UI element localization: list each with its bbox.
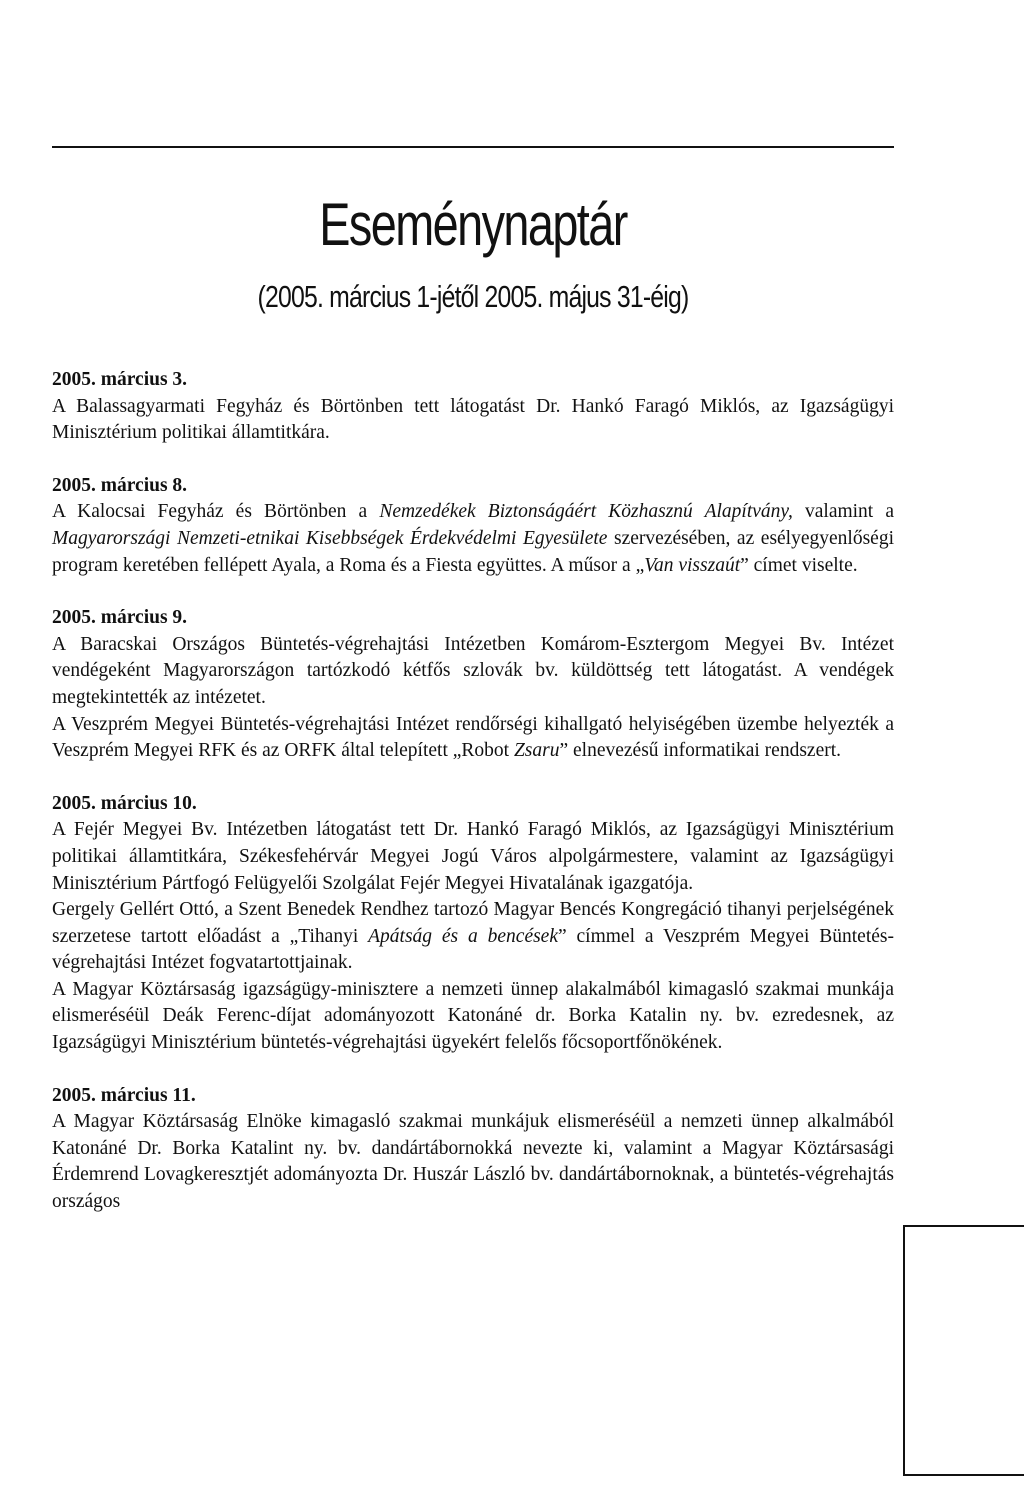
event-date: 2005. március 8. xyxy=(52,474,188,496)
event-list xyxy=(52,367,894,1242)
margin-box xyxy=(903,1225,1024,1476)
page-subtitle: (2005. március 1-jétől 2005. május 31-éig) xyxy=(257,279,689,314)
event-date: 2005. március 10. xyxy=(52,792,197,814)
event-date: 2005. március 3. xyxy=(52,369,188,390)
text-run: A Kalocsai Fegyház és Börtönben a xyxy=(52,501,380,523)
event-entry xyxy=(52,367,894,447)
italic-text: Nemzedékek Biztonságáért Közhasznú Alapítvány, xyxy=(379,501,793,523)
event-entry xyxy=(52,1083,894,1216)
event-paragraph xyxy=(52,712,894,765)
italic-text: Magyarországi Nemzeti-etnikai Kisebbségek Érdekvédelmi Egyesülete xyxy=(52,527,608,549)
top-rule xyxy=(52,146,894,148)
event-paragraph xyxy=(52,394,894,447)
event-paragraph xyxy=(52,499,894,579)
italic-text: Apátság és a bencések xyxy=(368,925,558,947)
text-run: A Baracskai Országos Büntetés-végrehajtási Intézetben Komárom-Esztergom Megyei Bv. Intézet vendégeként Magyarországon tartózkodó kétfős szlovák bv. küldöttség tett látogatást. A vendégek megtekintették az intézetet. xyxy=(52,633,894,708)
event-entry xyxy=(52,791,894,1057)
event-paragraph xyxy=(52,632,894,712)
text-run: A Veszprém Megyei Büntetés-végrehajtási Intézet rendőrségi kihallgató helyiségében üzembe helyezték a Veszprém Megyei RFK és az ORFK által telepített „Robot xyxy=(52,713,894,762)
event-paragraph xyxy=(52,1109,894,1215)
text-run: A Magyar Köztársaság igazságügy-minisztere a nemzeti ünnep alakalmából kimagasló szakmai munkája elismeréséül Deák Ferenc-díjat adományozott Katonáné dr. Borka Katalin ny. bv. ezredesnek, az Igazságügyi Minisztérium büntetés-végrehajtási ügyekért felelős főcsoportfőnökének. xyxy=(52,978,894,1054)
event-paragraph xyxy=(52,817,894,897)
text-run: ” elnevezésű informatikai rendszert. xyxy=(559,740,842,762)
event-date: 2005. március 9. xyxy=(52,607,188,629)
text-run: ” címet viselte. xyxy=(740,554,858,576)
italic-text: Van visszaút xyxy=(644,554,741,576)
event-entry xyxy=(52,473,894,579)
page-title: Eseménynaptár xyxy=(319,191,627,258)
event-entry xyxy=(52,605,894,765)
text-run: szervezésében, az esélyegyenlőségi program keretében fellépett Ayala, a Roma és a Fiesta együttes. A műsor a „ xyxy=(52,527,894,576)
text-run: Gergely Gellért Ottó, a Szent Benedek Rendhez tartozó Magyar Bencés Kongregáció tihanyi perjelségének szerzetese tartott előadást a „Tihanyi xyxy=(52,899,894,947)
text-run: A Fejér Megyei Bv. Intézetben látogatást tett Dr. Hankó Faragó Miklós, az Igazságügyi Minisztérium politikai államtitkára, Székesfehérvár Megyei Jogú Város alpolgármestere, valamint az Igazságügyi Minisztérium Pártfogó Felügyelői Szolgálat Fejér Megyei Hivatalának igazgatója. xyxy=(52,819,894,894)
text-run: A Balassagyarmati Fegyház és Börtönben tett látogatást Dr. Hankó Faragó Miklós, az Igazságügyi Minisztérium politikai államtitkára. xyxy=(52,395,894,444)
event-paragraph xyxy=(52,977,894,1057)
text-run: valamint a xyxy=(792,501,895,523)
italic-text: Zsaru xyxy=(513,740,560,762)
event-paragraph xyxy=(52,897,894,977)
text-run: A Magyar Köztársaság Elnöke kimagasló szakmai munkájuk elismeréséül a nemzeti ünnep alkalmából Katonáné Dr. Borka Katalint ny. bv. dandártábornokká nevezte ki, valamint a Magyar Köztársasági Érdemrend Lovagkeresztjét adományozta Dr. Huszár László bv. dandártábornoknak, a büntetés-végrehajtás országos xyxy=(52,1111,894,1213)
text-run: ” címmel a Veszprém Megyei Büntetés-végrehajtási Intézet fogvatartottjainak. xyxy=(52,925,894,974)
event-date: 2005. március 11. xyxy=(52,1084,196,1106)
